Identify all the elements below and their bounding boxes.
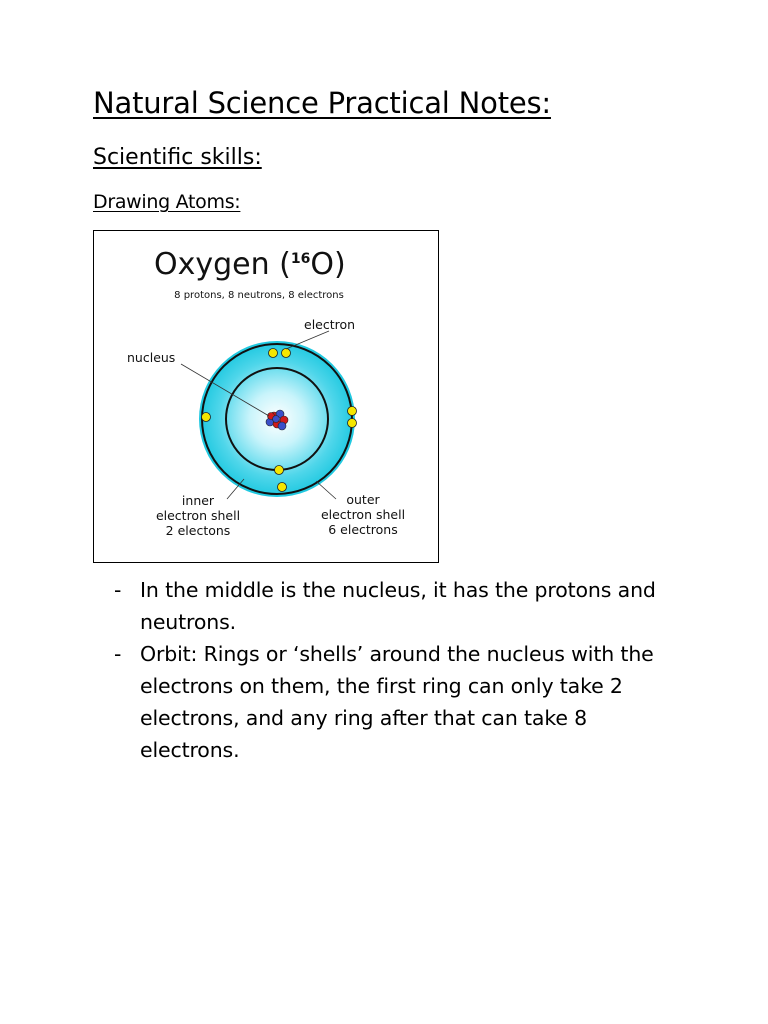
label-inner-shell [156, 493, 240, 538]
list-item-text: In the middle is the nucleus, it has the protons and neutrons. [140, 578, 656, 634]
svg-text:outer: outer [346, 492, 380, 507]
bullet-dash: - [114, 578, 122, 602]
diagram-subtitle: 8 protons, 8 neutrons, 8 electrons [174, 290, 344, 301]
section-heading: Scientific skills: [93, 145, 262, 170]
oxygen-atom-diagram [93, 230, 439, 563]
list-item [110, 574, 690, 638]
electron [348, 407, 357, 416]
electron [278, 483, 287, 492]
neutron [273, 416, 280, 423]
bullet-dash: - [114, 642, 122, 666]
list-item-text: Orbit: Rings or ‘shells’ around the nucleus with the electrons on them, the first ring can only take 2 electrons, and any ring after that can take 8 electrons. [140, 642, 654, 762]
subsection-heading: Drawing Atoms: [93, 191, 241, 213]
label-electron: electron [304, 317, 356, 332]
notes-list [110, 574, 690, 766]
electron [269, 349, 278, 358]
list-item [110, 638, 690, 766]
svg-text:inner: inner [181, 493, 215, 508]
diagram-title: Oxygen ($^{16}$O) [154, 247, 346, 282]
label-outer-shell [321, 492, 405, 537]
electron-leader-line [286, 331, 329, 349]
label-nucleus: nucleus [127, 350, 176, 365]
electron [282, 349, 291, 358]
svg-text:electron shell: electron shell [155, 508, 241, 523]
svg-text:6 electrons: 6 electrons [328, 522, 398, 537]
electron [275, 466, 284, 475]
page-title: Natural Science Practical Notes: [93, 86, 551, 120]
neutron [278, 422, 286, 430]
electron [348, 419, 357, 428]
svg-text:electron shell: electron shell [320, 507, 406, 522]
mass-number: 16 [290, 251, 311, 267]
outer-shell-leader-line [316, 481, 336, 499]
electron [202, 413, 211, 422]
svg-text:2 electons: 2 electons [165, 523, 231, 538]
